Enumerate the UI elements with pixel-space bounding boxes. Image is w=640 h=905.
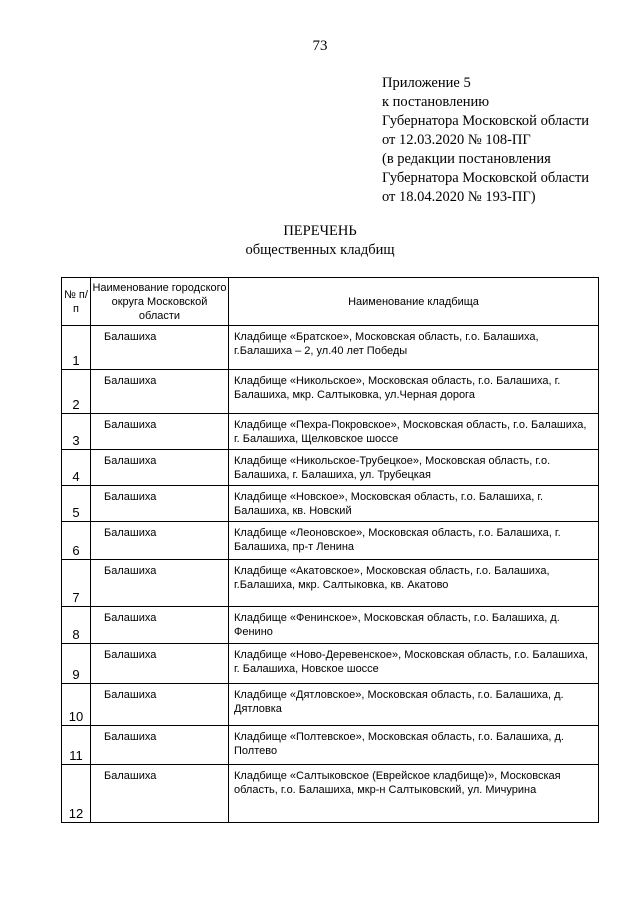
appendix-line: к постановлению bbox=[382, 94, 490, 110]
row-number: 4 bbox=[62, 450, 91, 486]
appendix-line: Губернатора Московской области bbox=[382, 170, 590, 186]
row-number: 7 bbox=[62, 560, 91, 607]
header-district: Наименование городского округа Московской области bbox=[91, 278, 229, 326]
row-district: Балашиха bbox=[91, 414, 229, 450]
row-district: Балашиха bbox=[91, 607, 229, 644]
row-number: 1 bbox=[62, 326, 91, 370]
row-district: Балашиха bbox=[91, 326, 229, 370]
document-title-main: ПЕРЕЧЕНЬ bbox=[283, 223, 357, 239]
appendix-line: от 12.03.2020 № 108-ПГ bbox=[382, 132, 531, 148]
row-number: 3 bbox=[62, 414, 91, 450]
row-district: Балашиха bbox=[91, 486, 229, 522]
appendix-line: от 18.04.2020 № 193-ПГ) bbox=[382, 189, 536, 205]
row-cemetery-name: Кладбище «Акатовское», Московская область, г.о. Балашиха, г.Балашиха, мкр. Салтыковка, кв. Акатово bbox=[229, 560, 599, 607]
appendix-block bbox=[382, 74, 589, 207]
header-number: № п/п bbox=[62, 278, 91, 326]
table-row bbox=[62, 326, 599, 370]
document-title bbox=[0, 222, 640, 260]
row-district: Балашиха bbox=[91, 726, 229, 765]
row-number: 12 bbox=[62, 765, 91, 823]
table-row bbox=[62, 607, 599, 644]
table-row bbox=[62, 765, 599, 823]
document-title-sub: общественных кладбищ bbox=[245, 242, 395, 258]
table-row bbox=[62, 522, 599, 560]
appendix-line: Губернатора Московской области bbox=[382, 113, 590, 129]
header-cemetery-name: Наименование кладбища bbox=[229, 278, 599, 326]
table-row bbox=[62, 450, 599, 486]
row-number: 11 bbox=[62, 726, 91, 765]
row-cemetery-name: Кладбище «Пехра-Покровское», Московская область, г.о. Балашиха, г. Балашиха, Щелковское шоссе bbox=[229, 414, 599, 450]
table-row bbox=[62, 370, 599, 414]
table-header-row bbox=[62, 278, 599, 326]
row-number: 9 bbox=[62, 644, 91, 684]
row-number: 8 bbox=[62, 607, 91, 644]
row-district: Балашиха bbox=[91, 684, 229, 726]
appendix-line: Приложение 5 bbox=[382, 75, 471, 91]
page-number: 73 bbox=[312, 38, 328, 54]
row-cemetery-name: Кладбище «Новское», Московская область, г.о. Балашиха, г. Балашиха, кв. Новский bbox=[229, 486, 599, 522]
row-cemetery-name: Кладбище «Полтевское», Московская область, г.о. Балашиха, д. Полтево bbox=[229, 726, 599, 765]
table-row bbox=[62, 486, 599, 522]
table-row bbox=[62, 560, 599, 607]
row-cemetery-name: Кладбище «Никольское», Московская область, г.о. Балашиха, г. Балашиха, мкр. Салтыковка, ул.Черная дорога bbox=[229, 370, 599, 414]
row-cemetery-name: Кладбище «Дятловское», Московская область, г.о. Балашиха, д. Дятловка bbox=[229, 684, 599, 726]
row-number: 2 bbox=[62, 370, 91, 414]
row-district: Балашиха bbox=[91, 370, 229, 414]
row-district: Балашиха bbox=[91, 560, 229, 607]
appendix-line: (в редакции постановления bbox=[382, 151, 551, 167]
row-cemetery-name: Кладбище «Леоновское», Московская область, г.о. Балашиха, г. Балашиха, пр-т Ленина bbox=[229, 522, 599, 560]
table-row bbox=[62, 684, 599, 726]
row-cemetery-name: Кладбище «Салтыковское (Еврейское кладбище)», Московская область, г.о. Балашиха, мкр-н Салтыковский, ул. Мичурина bbox=[229, 765, 599, 823]
row-number: 10 bbox=[62, 684, 91, 726]
table-body bbox=[62, 326, 599, 823]
row-district: Балашиха bbox=[91, 450, 229, 486]
table-row bbox=[62, 726, 599, 765]
row-district: Балашиха bbox=[91, 522, 229, 560]
cemetery-table bbox=[61, 277, 599, 823]
row-number: 5 bbox=[62, 486, 91, 522]
row-number: 6 bbox=[62, 522, 91, 560]
row-cemetery-name: Кладбище «Никольское-Трубецкое», Московская область, г.о. Балашиха, г. Балашиха, ул. Трубецкая bbox=[229, 450, 599, 486]
table-row bbox=[62, 644, 599, 684]
row-cemetery-name: Кладбище «Фенинское», Московская область, г.о. Балашиха, д. Фенино bbox=[229, 607, 599, 644]
table-row bbox=[62, 414, 599, 450]
row-cemetery-name: Кладбище «Братское», Московская область, г.о. Балашиха, г.Балашиха – 2, ул.40 лет Победы bbox=[229, 326, 599, 370]
row-district: Балашиха bbox=[91, 765, 229, 823]
row-district: Балашиха bbox=[91, 644, 229, 684]
row-cemetery-name: Кладбище «Ново-Деревенское», Московская область, г.о. Балашиха, г. Балашиха, Новское шоссе bbox=[229, 644, 599, 684]
